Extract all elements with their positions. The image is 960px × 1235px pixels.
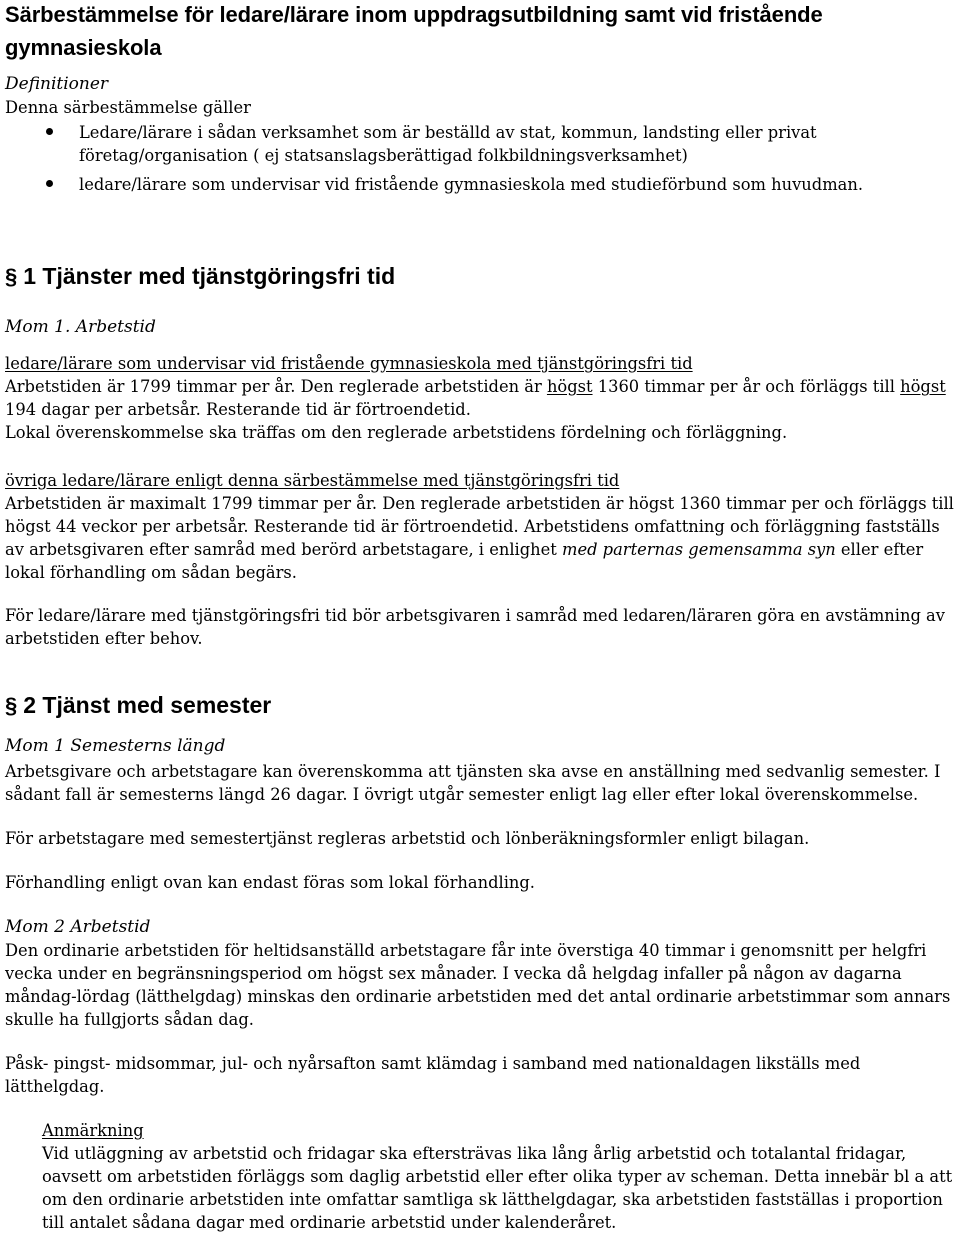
- section-1-sub-2-text: Arbetstiden är maximalt 1799 timmar per år. Den reglerade arbetstiden är högst 1360 timmar per och förläggs till högst 44 veckor per arbetsår. Resterande tid är förtroendetid. Arbetstidens omfattning och förläggning fastställs av arbetsgivaren efter samråd med berörd arbetstagare, i enlighet med parternas gemensamma syn eller efter lokal förhandling om sådan begärs.: [5, 494, 954, 582]
- section-1-sub-1-agreement: Lokal överenskommelse ska träffas om den reglerade arbetstidens fördelning och förläggning.: [5, 423, 788, 442]
- underlined-term: högst: [546, 377, 593, 396]
- paragraph-icon: §: [5, 264, 18, 289]
- section-2-mom-2-heading: Mom 2 Arbetstid: [5, 917, 151, 937]
- section-1-mom-heading: Mom 1. Arbetstid: [5, 317, 156, 337]
- bullet-icon: [46, 128, 53, 135]
- page-title: Särbestämmelse för ledare/lärare inom uppdragsutbildning samt vid fristående gymnasieskola: [5, 2, 823, 60]
- section-1-sub-1-text: Arbetstiden är 1799 timmar per år. Den reglerade arbetstiden är högst 1360 timmar per år och förläggs till högst 194 dagar per arbetsår. Resterande tid är förtroendetid.: [5, 377, 946, 419]
- definitions-bullet-2: ledare/lärare som undervisar vid fristående gymnasieskola med studieförbund som huvudman.: [79, 175, 863, 194]
- section-2-mom-2-p1: Den ordinarie arbetstiden för heltidsanställd arbetstagare får inte överstiga 40 timmar i genomsnitt per helgfri vecka under en begränsningsperiod om högst sex månader. I vecka då helgdag infaller på någon av dagarna måndag-lördag (lätthelgdag) minskas den ordinarie arbetstiden med det antal ordinarie arbetstimmar som annars skulle ha fullgjorts sådan dag.: [5, 941, 951, 1029]
- note-heading: Anmärkning: [42, 1121, 144, 1140]
- section-1-heading-text: 1 Tjänster med tjänstgöringsfri tid: [23, 263, 396, 289]
- definitions-intro: Denna särbestämmelse gäller: [5, 98, 251, 117]
- section-2-mom-1-p2: För arbetstagare med semestertjänst regleras arbetstid och lönberäkningsformler enligt bilagan.: [5, 829, 810, 848]
- section-2-mom-1-heading: Mom 1 Semesterns längd: [5, 736, 226, 756]
- section-1-heading: [5, 261, 954, 292]
- section-2-heading: [5, 690, 954, 721]
- section-1-paragraph: För ledare/lärare med tjänstgöringsfri tid bör arbetsgivaren i samråd med ledaren/läraren göra en avstämning av arbetstiden efter behov.: [5, 606, 945, 648]
- section-2-mom-2-p2: Påsk- pingst- midsommar, jul- och nyårsafton samt klämdag i samband med nationaldagen likställs med lätthelgdag.: [5, 1054, 861, 1096]
- section-1-sub-1-heading: ledare/lärare som undervisar vid fristående gymnasieskola med tjänstgöringsfri tid: [5, 354, 693, 373]
- section-2-mom-1-p1: Arbetsgivare och arbetstagare kan överenskomma att tjänsten ska avse en anställning med sedvanlig semester. I sådant fall är semesterns längd 26 dagar. I övrigt utgår semester enligt lag eller efter lokal överenskommelse.: [5, 762, 941, 804]
- section-2-heading-text: 2 Tjänst med semester: [23, 692, 272, 718]
- underlined-term: högst: [900, 377, 946, 396]
- section-1-sub-2-heading: övriga ledare/lärare enligt denna särbestämmelse med tjänstgöringsfri tid: [5, 471, 620, 490]
- definitions-bullet-1: Ledare/lärare i sådan verksamhet som är beställd av stat, kommun, landsting eller privat företag/organisation ( ej statsanslagsberättigad folkbildningsverksamhet): [79, 123, 817, 165]
- definitions-heading: Definitioner: [5, 74, 109, 94]
- paragraph-icon: §: [5, 693, 18, 718]
- note-text: Vid utläggning av arbetstid och fridagar ska eftersträvas lika lång årlig arbetstid och totalantal fridagar, oavsett om arbetstiden förläggs som daglig arbetstid eller efter olika typer av scheman. Detta innebär bl a att om den ordinarie arbetstiden inte omfattar samtliga sk lätthelgdagar, ska arbetstiden fastställas i proportion till antalet sådana dagar med ordinarie arbetstid under kalenderåret.: [42, 1144, 953, 1232]
- bullet-icon: [46, 180, 53, 187]
- section-2-mom-1-p3: Förhandling enligt ovan kan endast föras som lokal förhandling.: [5, 873, 535, 892]
